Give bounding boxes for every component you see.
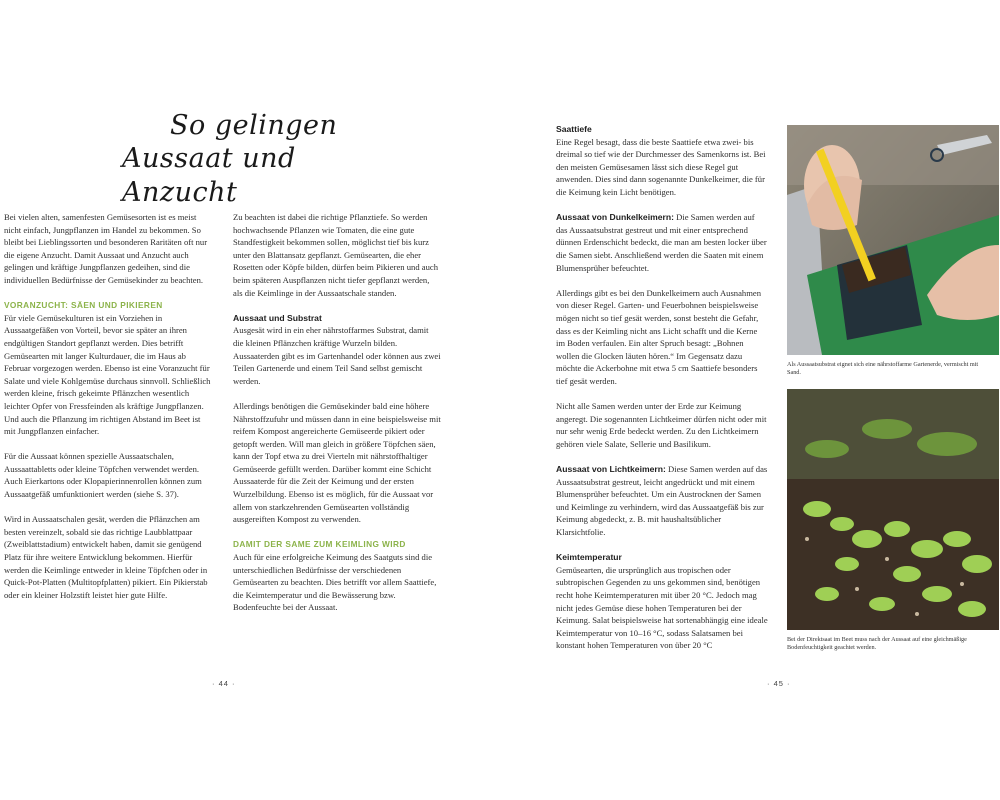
paragraph: Nicht alle Samen werden unter der Erde zur Keimung angeregt. Die sogenannten Lichtkeimer dürfen nicht oder mit nur sehr wenig Erde bedeckt werden. Zu den Lichtkeimern gehören viele Salate, Sellerie und Basilikum. [556, 401, 767, 449]
right-page-column [556, 123, 768, 665]
photo-caption-2: Bei der Direktsaat im Beet muss nach der Aussaat auf eine gleichmäßige Bodenfeuchtigkeit geachtet werden. [787, 636, 967, 652]
paragraph: Gemüsearten, die ursprünglich aus tropischen oder subtropischen Gegenden zu uns gekommen sind, benötigen recht hohe Keimtemperaturen mit über 20 °C. Jedoch mag nicht jedes Gemüse diese hohen Temperaturen bei der Keimung. Salat beispielsweise hat sortenabhängig eine ideale Keimtemperatur von 10–16 °C, sodass Salatsamen bei konstant hohen Temperaturen von über 20 °C [556, 564, 768, 651]
paragraph-text: Die Samen werden auf das Aussaatsubstrat gestreut und mit einer entsprechend dünnen Erdenschicht bedeckt, die man am besten locker über die Samen siebt. Anschließend werden die Saaten mit einem Blumensprüher befeuchtet. [556, 212, 767, 273]
intro-paragraph: Bei vielen alten, samenfesten Gemüsesorten ist es meist nicht einfach, Jungpflanzen im Handel zu bekommen. So bleibt bei Lieblingssorten und besonderen Raritäten oft nur die eigene Anzucht. Damit Aussaat und Anzucht auch gelingen und kräftige Jungpflanzen gedeihen, sind die individuellen Bedürfnisse der Gemüsekinder zu beachten. [4, 212, 208, 285]
paragraph: Eine Regel besagt, dass die beste Saattiefe etwa zwei- bis dreimal so tief wie der Durchmesser des Samenkorns ist. Bei den meisten Gemüsesamen lässt sich diese Regel gut anwenden. Dies sind dann sogenannte Dunkelkeimer, die für die Keimung kein Licht benötigen. [556, 136, 766, 197]
section-heading-keimling: DAMIT DER SAME ZUM KEIMLING WIRD [233, 539, 406, 550]
page-number-right: · 45 · [767, 679, 791, 688]
paragraph: Ausgesät wird in ein eher nährstoffarmes Substrat, damit die kleinen Pflänzchen kräftige Wurzeln bilden. Aussaaterden gibt es im Gartenhandel oder können aus zwei Teilen Gartenerde und einem Teil Sand selbst gemischt werden. [233, 325, 441, 386]
lead-dunkelkeimer: Aussaat von Dunkelkeimern: [556, 212, 674, 223]
seedlings-bed-illustration [787, 389, 999, 630]
paragraph: Für die Aussaat können spezielle Aussaatschalen, Aussaattabletts oder kleine Töpfchen verwendet werden. Auch Eierkartons oder Klopapierinnenrollen können zum Aussaatgefäß umfunktioniert werden (siehe S. 37). [4, 451, 202, 500]
section-heading-voranzucht: VORANZUCHT: SÄEN UND PIKIEREN [4, 300, 163, 311]
left-page-column-1 [4, 211, 212, 614]
seedlings-bed-photo [787, 389, 999, 630]
paragraph: Allerdings benötigen die Gemüsekinder bald eine höhere Nährstoffzufuhr und müssen dann in eine beispielsweise mit reifem Kompost angereicherte Gemüseerde pikiert oder getopft werden. Will man gleich in größere Töpfchen säen, kann der Topf etwa zu drei Vierteln mit nährstoffhaltiger Gemüseerde gefüllt werden. Darüber kommt eine Schicht Aussaaterde für die Zeit der Keimung und der ersten Wurzelbildung. Ebenso ist es möglich, für die Aussaat vor allem von starkzehrenden Gemüsearten vollständig ausgereiften Kompost zu verwenden. [233, 400, 441, 525]
section-heading-substrat: Aussaat und Substrat [233, 312, 322, 323]
section-heading-keimtemperatur: Keimtemperatur [556, 552, 622, 563]
paragraph: Zu beachten ist dabei die richtige Pflanztiefe. So werden hochwachsende Pflanzen wie Tomaten, die eine gute Standfestigkeit bekommen sollen, möglichst tief bis kurz unter den Blattansatz gepflanzt. Gemüsearten, die eher Rosetten oder Köpfe bilden, dürfen beim Pikieren und auch beim späteren Auspflanzen nicht tiefer gepflanzt werden, als die Keimlinge in der Aussaatschale standen. [233, 212, 438, 298]
paragraph-dunkelkeimer [556, 211, 768, 274]
left-page-column-2 [233, 211, 441, 627]
seedling-pot-illustration [787, 125, 999, 355]
paragraph: Auch für eine erfolgreiche Keimung des Saatguts sind die unterschiedlichen Bedürfnisse der verschiedenen Gemüsearten zu beachten. Dies betrifft vor allem Saattiefe, die Keimtemperatur und die Bewässerung bzw. Bodenfeuchte bei der Aussaat. [233, 552, 437, 613]
section-heading-saattiefe: Saattiefe [556, 124, 592, 134]
paragraph-text: Diese Samen werden auf das Aussaatsubstrat gestreut, leicht angedrückt und mit einem Blumensprüher befeuchtet. Um ein Austrocknen der Samen und Keimlinge zu verhindern, wird das Aussaatgefäß bis zur Keimung abgedeckt, z. B. mit haushaltsüblicher Klarsichtfolie. [556, 464, 768, 537]
seedling-pot-photo [787, 125, 999, 355]
page-number-left: · 44 · [212, 679, 236, 688]
title-line-2: Aussaat und Anzucht [122, 143, 296, 208]
paragraph: Allerdings gibt es bei den Dunkelkeimern auch Ausnahmen von dieser Regel. Garten- und Feuerbohnen beispielsweise mögen nicht so tief gesät werden, sonst besteht die Gefahr, dass es der Keimling nicht ans Licht schafft und die Kerne im Boden verfaulen. Ein alter Spruch besagt: „Bohnen wollen die Glocken läuten hören.“ Im Gegensatz dazu möchte die Ackerbohne mit etwa 5 cm Saattiefe besonders tief gesät werden. [556, 287, 762, 386]
title-line-1: So gelingen [170, 110, 338, 141]
paragraph-lichtkeimer [556, 463, 768, 539]
paragraph: Für viele Gemüsekulturen ist ein Vorziehen in Aussaatgefäßen von Vorteil, bevor sie später an ihren endgültigen Standort gepflanzt werden. Dies betrifft Gemüsearten mit langer Kulturdauer, die im Haus ab Februar vorgezogen werden. Ebenso ist eine Voranzucht für Salate und viele Kohlgemüse durchaus sinnvoll. Schließlich werden kleine, frisch gekeimte Pflänzchen wesentlich leichter Opfer von Fressfeinden als kräftige Jungpflanzen. Und auch die Pflanzung im richtigen Abstand im Beet ist mit Jungpflanzen einfacher. [4, 312, 211, 437]
photo-caption-1: Als Aussaatsubstrat eignet sich eine nährstoffarme Gartenerde, vermischt mit Sand. [787, 361, 979, 377]
lead-lichtkeimer: Aussaat von Lichtkeimern: [556, 464, 666, 475]
paragraph: Wird in Aussaatschalen gesät, werden die Pflänzchen am besten vereinzelt, sobald sie das richtige Laubblattpaar (Zweiblattstadium) entwickelt haben, damit sie genügend Platz für ihre weitere Entwicklung bekommen. Hierfür werden die Keimlinge entweder in kleine Töpfchen oder in Quick-Pot-Platten (Multitopfplatten) pikiert. Ein Pikierstab oder ein kleiner Holzstift leistet hier gute Hilfe. [4, 514, 208, 600]
chapter-title [118, 110, 378, 210]
